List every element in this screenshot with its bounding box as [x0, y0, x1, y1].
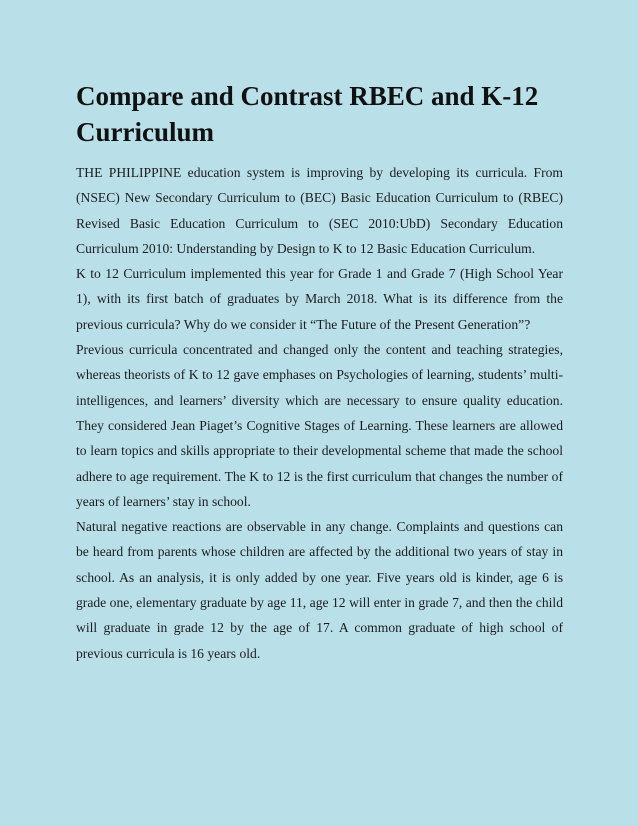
paragraph-intro: THE PHILIPPINE education system is improving by developing its curricula. From (NSEC) New Secondary Curriculum to (BEC) Basic Education Curriculum to (RBEC) Revised Basic Education Curriculum to (SEC 2010:UbD) Secondary Education Curriculum 2010: Understanding by Design to K to 12 Basic Education Curriculum. [76, 165, 563, 256]
paragraph-k12-implementation: K to 12 Curriculum implemented this year for Grade 1 and Grade 7 (High School Year 1), with its first batch of graduates by March 2018. What is its difference from the previous curricula? Why do we consider it “The Future of the Present Generation”? [76, 266, 563, 332]
paragraph-negative-reactions: Natural negative reactions are observable in any change. Complaints and questions can be heard from parents whose children are affected by the additional two years of stay in school. As an analysis, it is only added by one year. Five years old is kinder, age 6 is grade one, elementary graduate by age 11, age 12 will enter in grade 7, and then the child will graduate in grade 12 by the age of 17. A common graduate of high school of previous curricula is 16 years old. [76, 519, 563, 661]
paragraph-previous-curricula: Previous curricula concentrated and changed only the content and teaching strategies, whereas theorists of K to 12 gave emphases on Psychologies of learning, students’ multi-intelligences, and learners’ diversity which are necessary to ensure quality education. They considered Jean Piaget’s Cognitive Stages of Learning. These learners are allowed to learn topics and skills appropriate to their developmental scheme that made the school adhere to age requirement. The K to 12 is the first curriculum that changes the number of years of learners’ stay in school. [76, 342, 563, 509]
article-body [76, 160, 563, 666]
page-title: Compare and Contrast RBEC and K-12 Curriculum [76, 81, 539, 147]
article [76, 78, 563, 666]
